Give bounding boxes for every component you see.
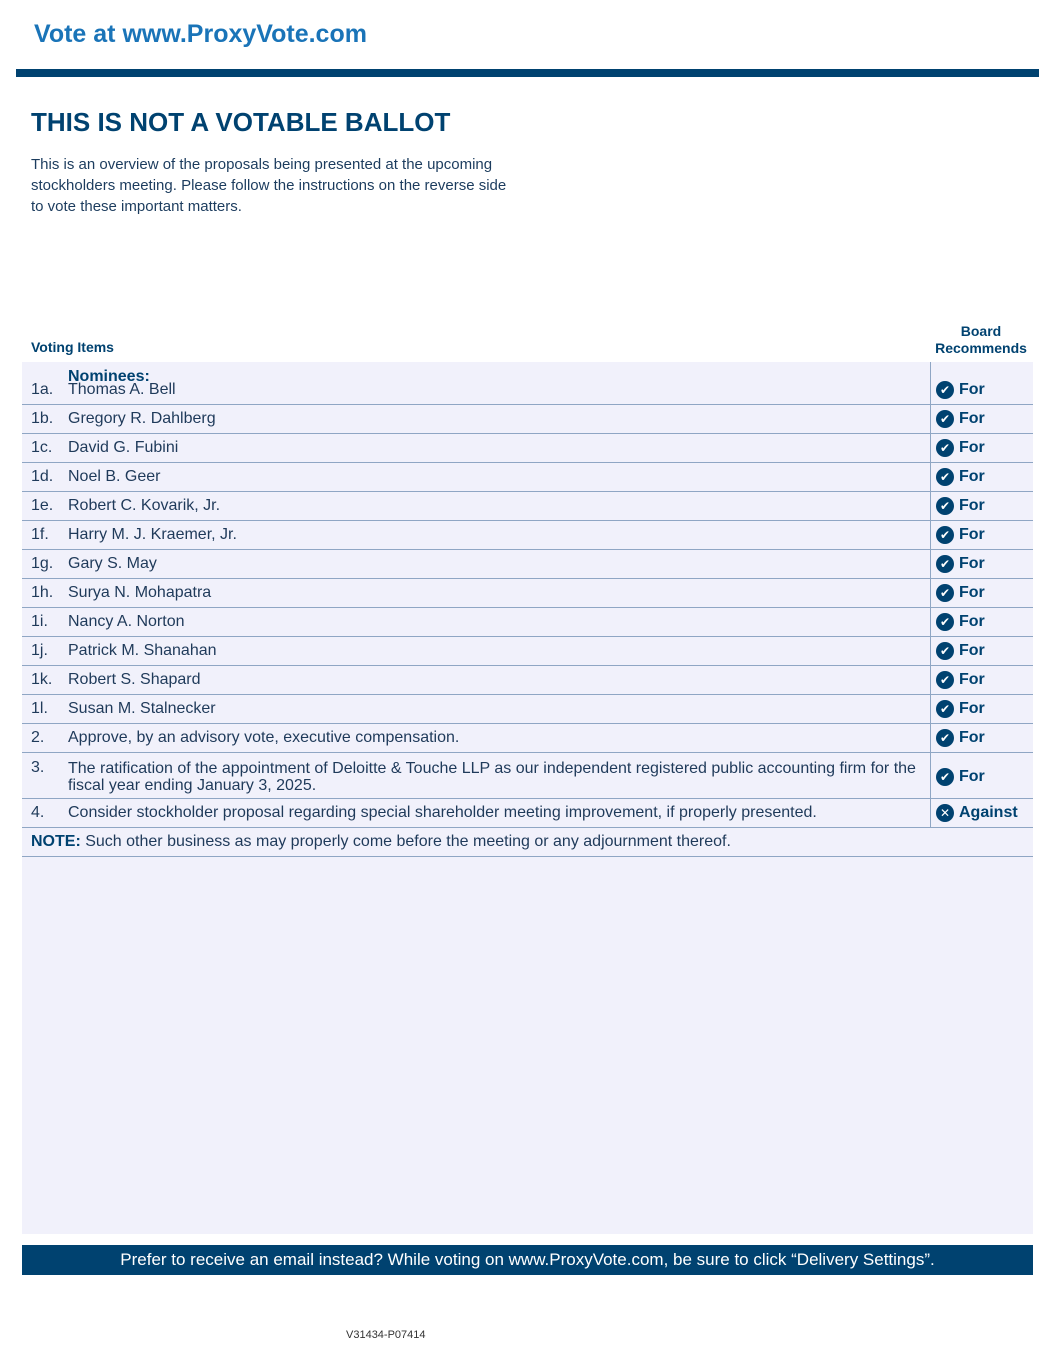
recommendation-cell xyxy=(930,434,1033,462)
header-divider xyxy=(16,69,1039,77)
recommendation-cell xyxy=(930,724,1033,752)
recommendation-value: For xyxy=(959,468,985,485)
note-label: NOTE: xyxy=(31,833,81,850)
item-label: Robert C. Kovarik, Jr. xyxy=(68,497,221,514)
recommendation-cell xyxy=(930,608,1033,636)
board-recommends-header xyxy=(928,323,1034,357)
item-number: 1a. xyxy=(31,381,54,398)
item-label: David G. Fubini xyxy=(68,439,179,456)
item-number: 1e. xyxy=(31,497,54,514)
item-label: Approve, by an advisory vote, executive compensation. xyxy=(68,729,460,746)
check-circle-icon: ✔ xyxy=(936,410,954,428)
item-label: Susan M. Stalnecker xyxy=(68,700,216,717)
intro-paragraph: This is an overview of the proposals being presented at the upcoming stockholders meeting. Please follow the instructions on the reverse side to vote these important matters. xyxy=(31,156,507,215)
table-row xyxy=(22,637,1033,666)
email-delivery-banner: Prefer to receive an email instead? While voting on www.ProxyVote.com, be sure to click “Delivery Settings”. xyxy=(22,1245,1033,1275)
nominees-label: Nominees: xyxy=(68,368,150,385)
recommendation-cell xyxy=(930,362,1033,404)
check-circle-icon: ✔ xyxy=(936,381,954,399)
note-text xyxy=(31,833,731,851)
voting-items-table xyxy=(22,362,1033,857)
table-row xyxy=(22,463,1033,492)
item-number: 1f. xyxy=(31,526,49,543)
recommendation-cell xyxy=(930,492,1033,520)
recommendation-cell xyxy=(930,550,1033,578)
item-label: Patrick M. Shanahan xyxy=(68,642,217,659)
table-row xyxy=(22,608,1033,637)
item-label: The ratification of the appointment of Deloitte & Touche LLP as our independent registered public accounting firm for the fiscal year ending January 3, 2025. xyxy=(68,760,916,794)
item-number: 1l. xyxy=(31,700,48,717)
table-row xyxy=(22,405,1033,434)
item-label: Thomas A. Bell xyxy=(68,381,176,398)
recommendation-value: For xyxy=(959,381,985,398)
voting-items-header: Voting Items xyxy=(31,339,114,355)
item-label: Nancy A. Norton xyxy=(68,613,185,630)
table-row xyxy=(22,579,1033,608)
check-circle-icon: ✔ xyxy=(936,729,954,747)
item-label: Gregory R. Dahlberg xyxy=(68,410,216,427)
item-number: 1b. xyxy=(31,410,54,427)
recommendation-value: For xyxy=(959,555,985,572)
note-body: Such other business as may properly come before the meeting or any adjournment thereof. xyxy=(85,833,731,850)
item-label: Surya N. Mohapatra xyxy=(68,584,212,601)
item-label: Consider stockholder proposal regarding special shareholder meeting improvement, if properly presented. xyxy=(68,804,817,821)
item-number: 1h. xyxy=(31,584,54,601)
check-circle-icon: ✔ xyxy=(936,671,954,689)
recommendation-cell xyxy=(930,666,1033,694)
check-circle-icon: ✔ xyxy=(936,700,954,718)
document-code: V31434-P07414 xyxy=(346,1329,426,1341)
item-label: Noel B. Geer xyxy=(68,468,161,485)
recommendation-value: For xyxy=(959,410,985,427)
check-circle-icon: ✔ xyxy=(936,555,954,573)
board-recommends-line1: Board xyxy=(960,323,1002,339)
check-circle-icon: ✔ xyxy=(936,497,954,515)
ballot-heading: THIS IS NOT A VOTABLE BALLOT xyxy=(31,107,451,137)
table-row xyxy=(22,362,1033,405)
recommendation-cell xyxy=(930,753,1033,798)
check-circle-icon: ✔ xyxy=(936,468,954,486)
recommendation-value: For xyxy=(959,671,985,688)
recommendation-value: For xyxy=(959,439,985,456)
recommendation-value: For xyxy=(959,642,985,659)
recommendation-value: For xyxy=(959,526,985,543)
check-circle-icon: ✔ xyxy=(936,439,954,457)
recommendation-cell xyxy=(930,695,1033,723)
recommendation-value: Against xyxy=(959,804,1018,821)
table-row xyxy=(22,666,1033,695)
item-number: 1j. xyxy=(31,642,48,659)
check-circle-icon: ✔ xyxy=(936,526,954,544)
item-label: Gary S. May xyxy=(68,555,157,572)
table-row xyxy=(22,724,1033,753)
recommendation-cell xyxy=(930,463,1033,491)
check-circle-icon: ✔ xyxy=(936,768,954,786)
recommendation-value: For xyxy=(959,729,985,746)
recommendation-cell xyxy=(930,521,1033,549)
item-number: 1d. xyxy=(31,468,54,485)
check-circle-icon: ✔ xyxy=(936,584,954,602)
check-circle-icon: ✔ xyxy=(936,613,954,631)
table-row xyxy=(22,695,1033,724)
note-row xyxy=(22,828,1033,857)
item-label: Robert S. Shapard xyxy=(68,671,201,688)
table-row xyxy=(22,434,1033,463)
recommendation-value: For xyxy=(959,497,985,514)
header-title: Vote at www.ProxyVote.com xyxy=(34,20,367,48)
table-row xyxy=(22,521,1033,550)
recommendation-value: For xyxy=(959,584,985,601)
item-number: 1c. xyxy=(31,439,53,456)
recommendation-cell xyxy=(930,405,1033,433)
recommendation-cell xyxy=(930,579,1033,607)
recommendation-value: For xyxy=(959,768,985,785)
table-row xyxy=(22,753,1033,799)
table-row xyxy=(22,492,1033,521)
item-number: 3. xyxy=(31,759,45,776)
x-circle-icon: ✕ xyxy=(936,804,954,822)
item-number: 1g. xyxy=(31,555,54,572)
recommendation-value: For xyxy=(959,613,985,630)
item-number: 2. xyxy=(31,729,45,746)
item-number: 4. xyxy=(31,804,45,821)
board-recommends-line2: Recommends xyxy=(935,340,1027,356)
check-circle-icon: ✔ xyxy=(936,642,954,660)
recommendation-cell xyxy=(930,637,1033,665)
item-number: 1i. xyxy=(31,613,48,630)
table-row xyxy=(22,550,1033,579)
recommendation-value: For xyxy=(959,700,985,717)
recommendation-cell xyxy=(930,799,1033,827)
table-row xyxy=(22,799,1033,828)
item-number: 1k. xyxy=(31,671,53,688)
item-label: Harry M. J. Kraemer, Jr. xyxy=(68,526,237,543)
